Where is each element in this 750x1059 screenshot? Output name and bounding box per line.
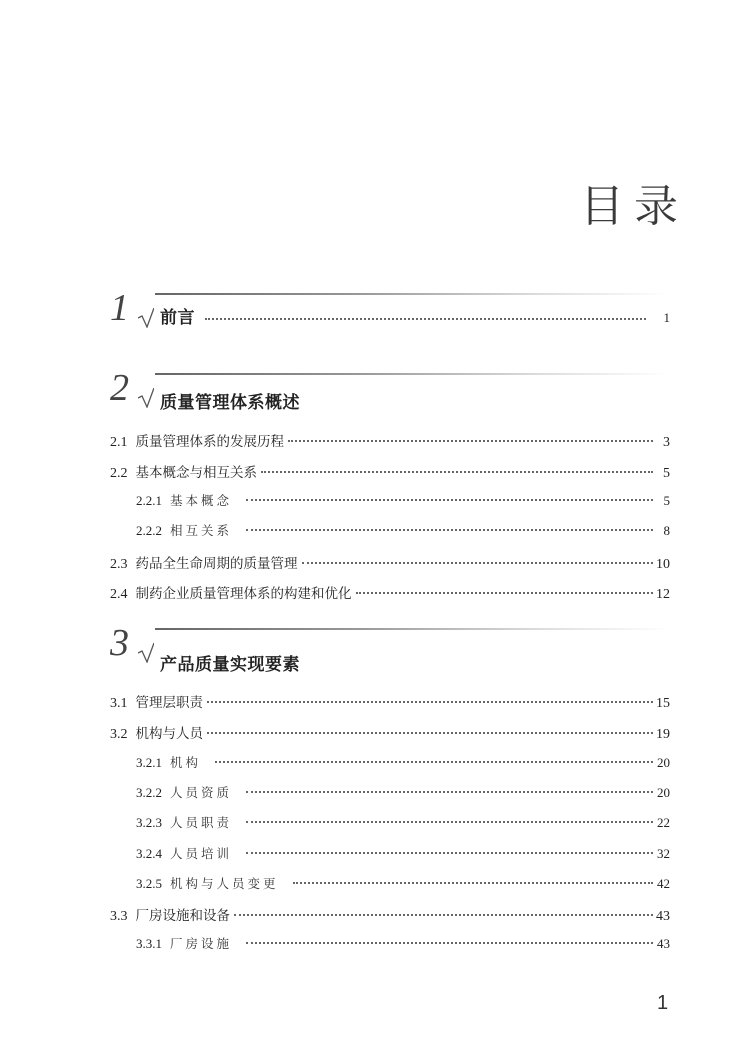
leader-dots xyxy=(246,852,653,854)
entry-number: 3.3.1 xyxy=(136,936,162,951)
entry-number: 3.2.1 xyxy=(136,755,162,770)
leader-dots xyxy=(246,529,653,531)
page-number: 12 xyxy=(656,587,670,602)
toc-subentry[interactable] xyxy=(136,874,670,896)
page-number: 8 xyxy=(663,523,670,538)
page-number: 5 xyxy=(663,493,670,508)
entry-title: 机构与人员 xyxy=(135,726,203,742)
toc-subentry[interactable] xyxy=(136,844,670,866)
page-number: 20 xyxy=(657,785,670,800)
radical-mark-icon xyxy=(138,643,154,663)
chapter-title: 质量管理体系概述 xyxy=(160,393,300,413)
leader-dots xyxy=(215,761,653,763)
toc-subentry[interactable] xyxy=(136,783,670,805)
entry-title: 厂房设施 xyxy=(170,936,233,951)
toc-subentry[interactable] xyxy=(136,813,670,835)
chapter-heading-3[interactable] xyxy=(110,622,670,675)
leader-dots xyxy=(207,732,653,734)
radical-mark-icon xyxy=(138,308,154,328)
toc-subentry[interactable] xyxy=(136,934,670,956)
entry-number: 3.1 xyxy=(110,696,128,711)
leader-dots xyxy=(293,882,653,884)
toc-entry[interactable] xyxy=(110,691,670,713)
toc-entry[interactable] xyxy=(110,552,670,574)
toc-entry[interactable] xyxy=(110,722,670,744)
entry-number: 2.4 xyxy=(110,587,128,602)
entry-number: 3.2 xyxy=(110,727,128,742)
chapter-number: 2 xyxy=(110,367,129,409)
leader-dots xyxy=(207,701,653,703)
entry-number: 2.2.1 xyxy=(136,493,162,508)
folio-page-number: 1 xyxy=(657,992,669,1014)
chapter-heading-1[interactable] xyxy=(110,287,670,334)
leader-dots xyxy=(288,440,653,442)
entry-number: 3.2.4 xyxy=(136,846,162,861)
toc-subentry[interactable] xyxy=(136,491,670,513)
page-number: 5 xyxy=(663,466,670,481)
entry-title: 基本概念与相互关系 xyxy=(135,465,257,481)
page-number: 43 xyxy=(656,909,670,924)
entry-number: 3.2.2 xyxy=(136,785,162,800)
entry-number: 3.2.5 xyxy=(136,876,162,891)
page-number: 19 xyxy=(656,727,670,742)
leader-dots xyxy=(246,821,653,823)
leader-dots xyxy=(302,562,654,564)
page-number: 10 xyxy=(656,557,670,572)
entry-title: 人员培训 xyxy=(170,846,233,861)
chapter-title: 产品质量实现要素 xyxy=(160,655,300,675)
radical-mark-icon xyxy=(138,388,154,408)
page-number: 42 xyxy=(657,876,670,891)
leader-dots xyxy=(356,592,654,594)
leader-dots xyxy=(246,499,653,501)
entry-title: 基本概念 xyxy=(170,493,233,508)
page-number: 15 xyxy=(656,696,670,711)
entry-title: 机构 xyxy=(170,755,202,770)
chapter-rule xyxy=(155,293,670,295)
leader-dots xyxy=(234,914,653,916)
chapter-rule xyxy=(155,628,670,630)
chapter-rule xyxy=(155,373,670,375)
entry-number: 3.3 xyxy=(110,909,128,924)
entry-title: 人员资质 xyxy=(170,785,233,800)
leader-dots xyxy=(205,318,646,320)
entry-number: 3.2.3 xyxy=(136,815,162,830)
toc-entry[interactable] xyxy=(110,582,670,604)
toc-entry[interactable] xyxy=(110,904,670,926)
page-number: 3 xyxy=(663,435,670,450)
entry-title: 药品全生命周期的质量管理 xyxy=(135,556,298,572)
chapter-number: 1 xyxy=(110,287,129,329)
chapter-title: 前言 xyxy=(160,308,195,328)
entry-number: 2.3 xyxy=(110,557,128,572)
entry-number: 2.2.2 xyxy=(136,523,162,538)
entry-title: 厂房设施和设备 xyxy=(135,908,230,924)
toc-subentry[interactable] xyxy=(136,521,670,543)
chapter-heading-2[interactable] xyxy=(110,367,670,414)
page-number: 32 xyxy=(657,846,670,861)
page-number: 20 xyxy=(657,755,670,770)
page-number: 22 xyxy=(657,815,670,830)
page-number: 43 xyxy=(657,936,670,951)
toc-entry[interactable] xyxy=(110,461,670,483)
entry-title: 质量管理体系的发展历程 xyxy=(135,434,284,450)
entry-number: 2.1 xyxy=(110,435,128,450)
entry-title: 制药企业质量管理体系的构建和优化 xyxy=(135,586,352,602)
entry-title: 机构与人员变更 xyxy=(170,876,279,891)
toc-entry[interactable] xyxy=(110,430,670,452)
chapter-number: 3 xyxy=(110,622,129,664)
entry-title: 人员职责 xyxy=(170,815,233,830)
page-number: 1 xyxy=(663,310,670,325)
page-title: 目录 xyxy=(580,181,688,232)
entry-title: 管理层职责 xyxy=(135,695,203,711)
leader-dots xyxy=(261,471,653,473)
leader-dots xyxy=(246,942,653,944)
entry-number: 2.2 xyxy=(110,466,128,481)
leader-dots xyxy=(246,791,653,793)
entry-title: 相互关系 xyxy=(170,523,233,538)
toc-subentry[interactable] xyxy=(136,753,670,775)
